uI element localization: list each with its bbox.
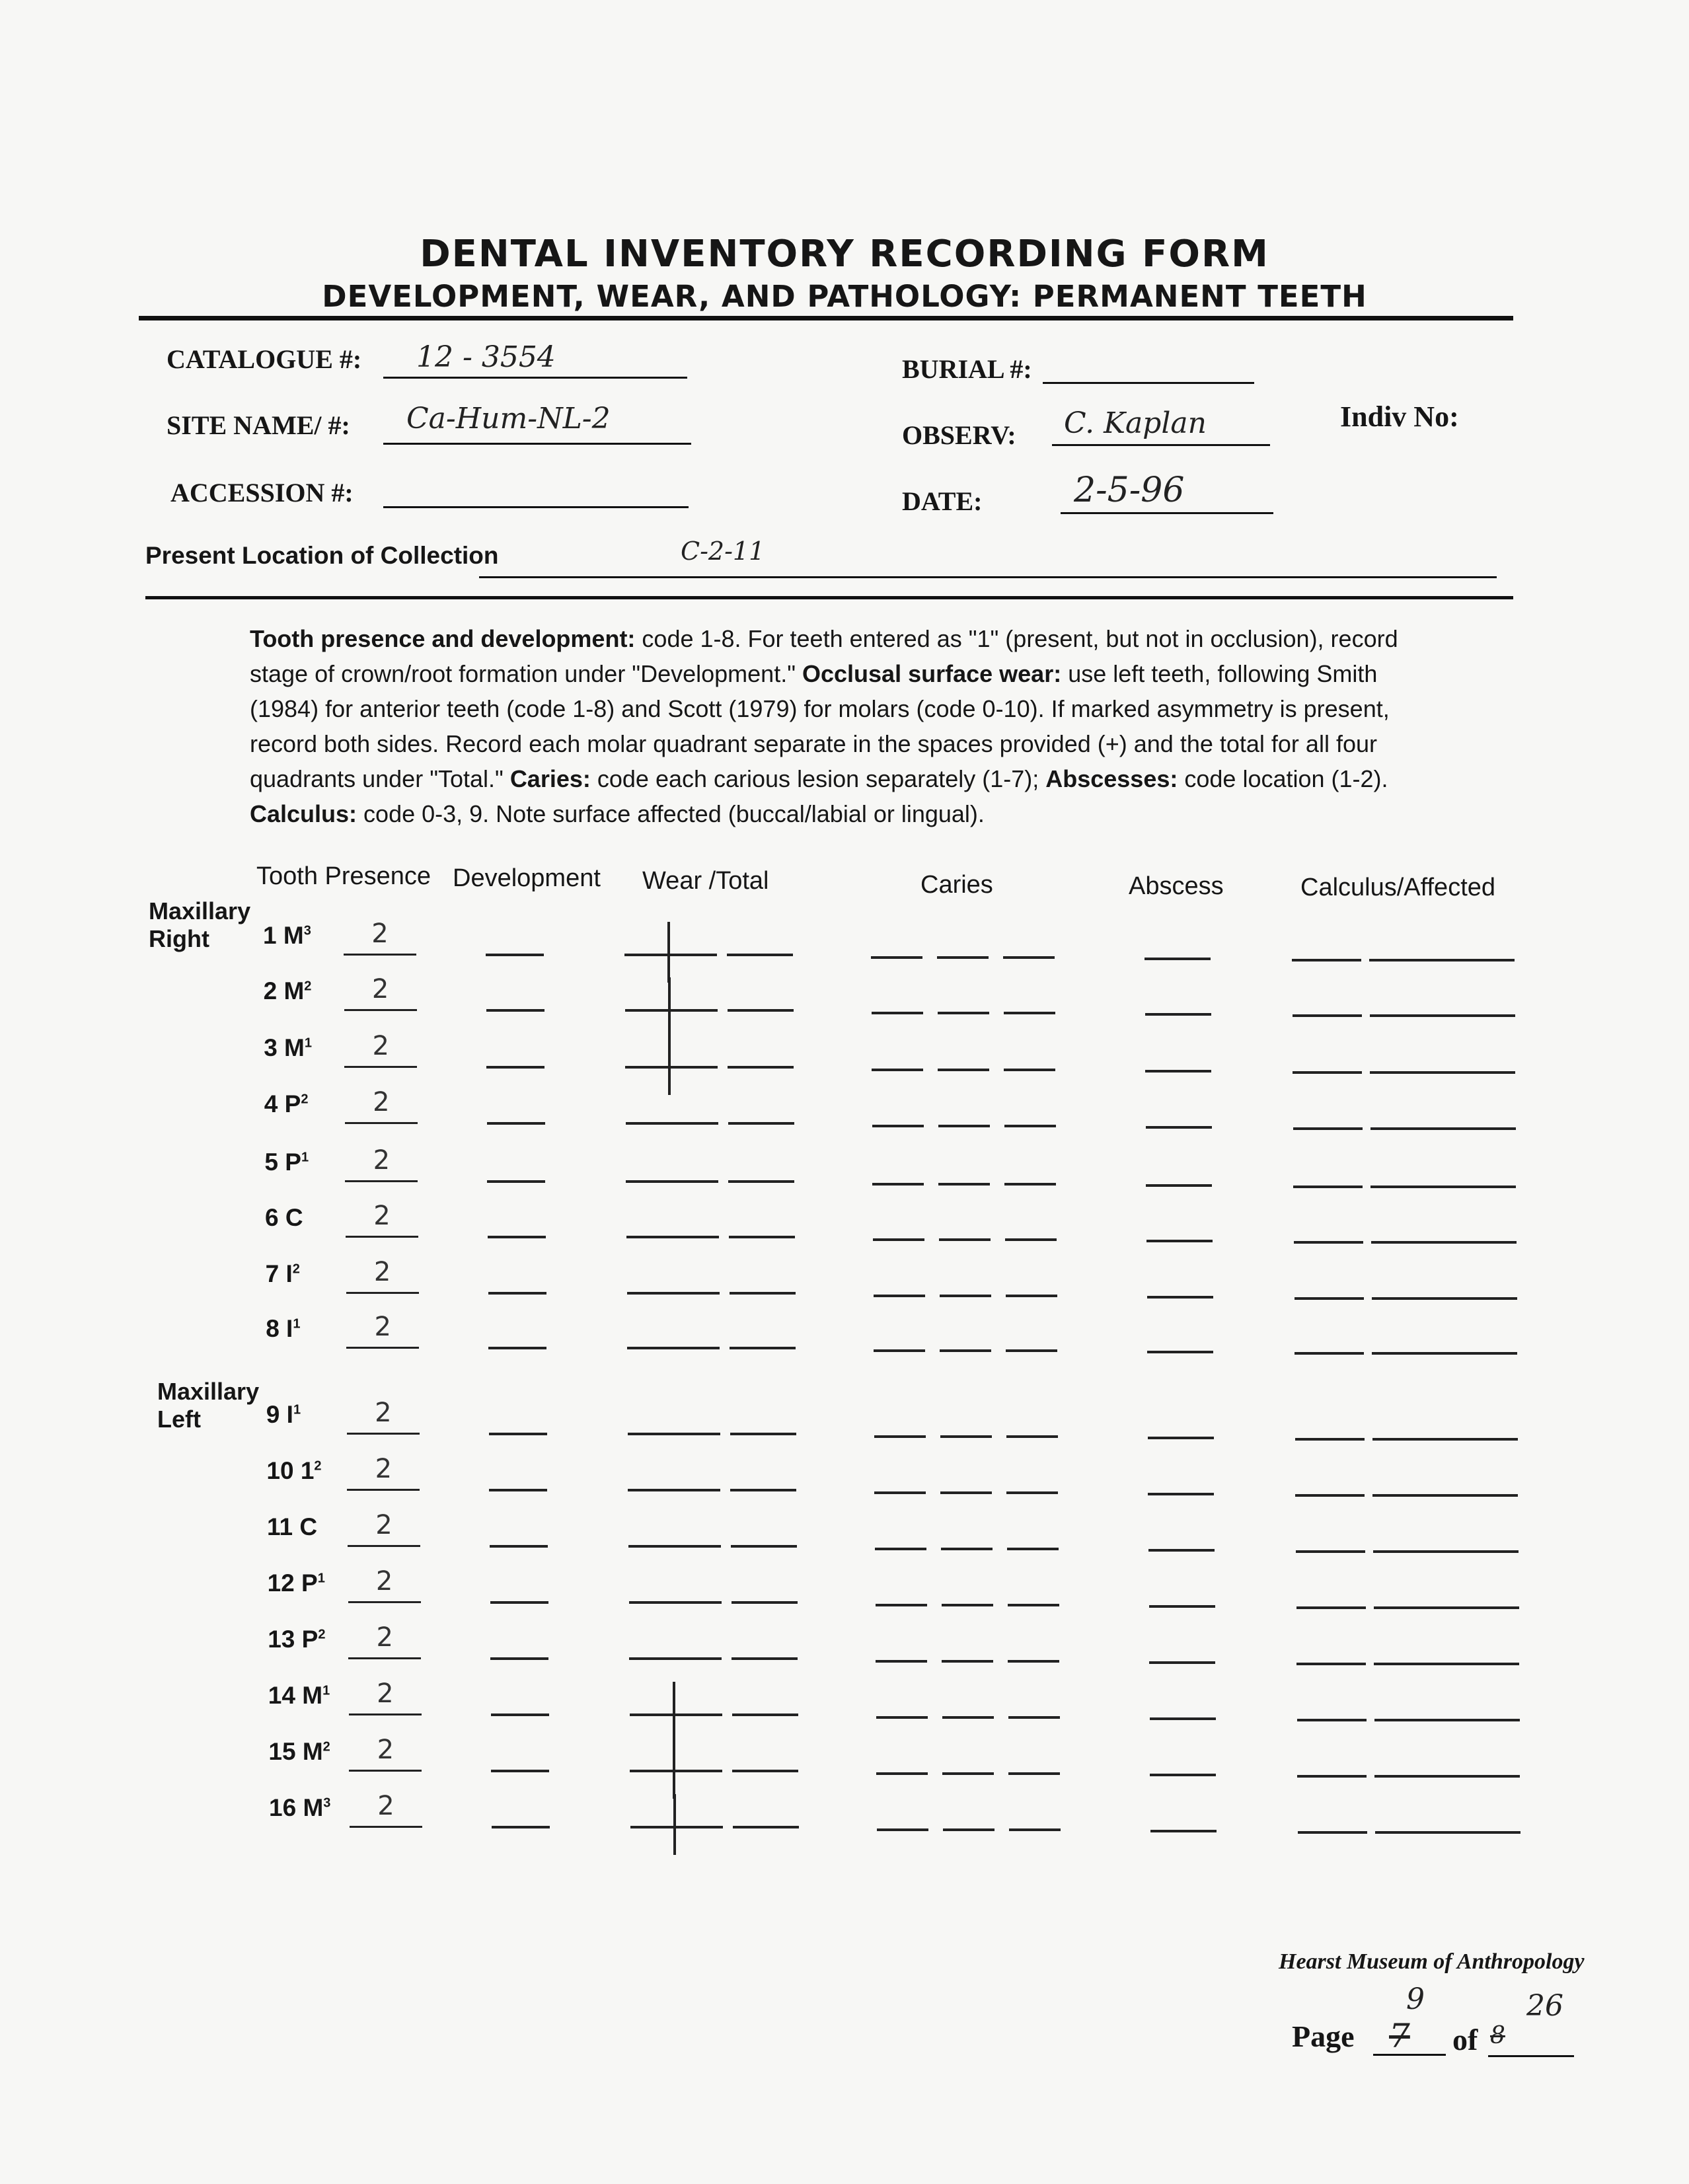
- caries-field[interactable]: [876, 1772, 928, 1775]
- presence-value: 2: [377, 1735, 394, 1765]
- caries-field[interactable]: [1005, 1238, 1057, 1241]
- tooth-type-superscript: 2: [318, 1627, 326, 1642]
- tooth-label: [263, 922, 311, 950]
- instructions: [250, 621, 1413, 831]
- caries-field[interactable]: [1004, 1012, 1055, 1014]
- site-value: Ca-Hum-NL-2: [406, 402, 611, 435]
- caries-field[interactable]: [942, 1604, 993, 1606]
- group-maxillary-left: [157, 1378, 259, 1433]
- development-field[interactable]: [488, 1236, 546, 1238]
- tooth-label: [266, 1315, 300, 1343]
- location-value: C-2-11: [681, 537, 765, 566]
- caries-field[interactable]: [1006, 1295, 1057, 1297]
- caries-field[interactable]: [872, 1069, 923, 1071]
- calculus-field[interactable]: [1298, 1831, 1367, 1834]
- instr-wear-text: use left teeth, following Smith (1984) for anterior teeth (code 1-8) and Scott (1979) for molars (code 0-10). If marked asymmetry is present, record both sides. Record each molar quadrant separate in the spaces provided (+) and the total for all four quadrants under "Total.": [250, 660, 1390, 792]
- caries-field[interactable]: [941, 1548, 993, 1550]
- caries-field[interactable]: [940, 1435, 992, 1438]
- caries-field[interactable]: [1008, 1660, 1059, 1663]
- tooth-number: 1: [263, 922, 277, 949]
- calculus-affected-field[interactable]: [1370, 1014, 1515, 1017]
- museum-name: Hearst Museum of Anthropology: [1279, 1949, 1585, 1974]
- indiv-label: Indiv No:: [1340, 400, 1459, 433]
- wear-total-field[interactable]: [728, 1009, 794, 1012]
- caries-field[interactable]: [1006, 1435, 1058, 1438]
- site-label: SITE NAME/ #:: [167, 410, 350, 440]
- instr-abscess-text: code location (1-2).: [1178, 765, 1388, 792]
- tooth-label: [268, 1569, 325, 1597]
- abscess-field[interactable]: [1149, 1605, 1215, 1608]
- wear-total-field[interactable]: [728, 1066, 794, 1069]
- catalogue-field[interactable]: [383, 377, 687, 379]
- tooth-type: P: [301, 1626, 319, 1653]
- abscess-field[interactable]: [1148, 1437, 1214, 1439]
- col-abscess: Abscess: [1129, 872, 1224, 900]
- caries-field[interactable]: [1008, 1772, 1060, 1775]
- tooth-type: P: [301, 1569, 318, 1597]
- tooth-type-superscript: 2: [314, 1458, 322, 1474]
- calculus-affected-field[interactable]: [1372, 1438, 1518, 1441]
- tooth-label: [264, 1034, 312, 1062]
- calculus-field[interactable]: [1295, 1438, 1365, 1441]
- tooth-type-superscript: 1: [293, 1316, 301, 1332]
- group-label-line: Left: [157, 1406, 201, 1433]
- caries-field[interactable]: [1006, 1491, 1058, 1494]
- wear-field[interactable]: [628, 1545, 721, 1548]
- wear-quadrant-cross: [668, 1034, 671, 1095]
- caries-field[interactable]: [1004, 1069, 1055, 1071]
- calculus-affected-field[interactable]: [1372, 1297, 1517, 1300]
- calculus-affected-field[interactable]: [1375, 1831, 1520, 1834]
- col-wear-total: Wear /Total: [642, 867, 769, 895]
- total-field[interactable]: [1488, 2055, 1574, 2057]
- calculus-affected-field[interactable]: [1370, 1071, 1515, 1074]
- tooth-type: M: [302, 1682, 323, 1709]
- observ-label: OBSERV:: [902, 420, 1016, 450]
- tooth-label: [265, 1204, 303, 1232]
- presence-value: 2: [375, 1454, 393, 1484]
- page-original: 7: [1389, 2017, 1410, 2055]
- instr-caries-text: code each carious lesion separately (1-7);: [590, 765, 1046, 792]
- development-field[interactable]: [492, 1826, 550, 1828]
- wear-total-field[interactable]: [732, 1601, 798, 1604]
- wear-field[interactable]: [628, 1489, 720, 1491]
- presence-value: 2: [372, 1031, 389, 1061]
- presence-field[interactable]: [346, 1292, 419, 1294]
- wear-field[interactable]: [626, 1236, 719, 1238]
- development-field[interactable]: [491, 1713, 549, 1716]
- wear-quadrant-cross: [673, 1794, 676, 1855]
- caries-field[interactable]: [942, 1660, 993, 1663]
- presence-field[interactable]: [345, 1122, 418, 1124]
- tooth-number: 3: [264, 1034, 278, 1061]
- caries-field[interactable]: [875, 1548, 926, 1550]
- caries-field[interactable]: [874, 1491, 926, 1494]
- tooth-label: [268, 1626, 325, 1653]
- tooth-number: 12: [267, 1569, 295, 1597]
- wear-total-field[interactable]: [730, 1292, 796, 1295]
- tooth-type: I: [285, 1260, 293, 1287]
- caries-field[interactable]: [872, 1183, 924, 1186]
- caries-field[interactable]: [1007, 1548, 1059, 1550]
- calculus-affected-field[interactable]: [1374, 1775, 1520, 1778]
- tooth-type-superscript: 2: [301, 1092, 309, 1107]
- abscess-field[interactable]: [1146, 1184, 1212, 1187]
- wear-quadrant-cross: [668, 977, 671, 1038]
- presence-value: 2: [373, 1257, 391, 1287]
- development-field[interactable]: [490, 1657, 548, 1660]
- caries-field[interactable]: [876, 1604, 927, 1606]
- wear-quadrant-cross: [667, 922, 670, 983]
- tooth-type: I: [286, 1401, 293, 1428]
- caries-field[interactable]: [1004, 1125, 1056, 1127]
- development-field[interactable]: [486, 954, 544, 956]
- tooth-label: [266, 1457, 321, 1485]
- header-rule: [139, 316, 1513, 320]
- of-label: of: [1452, 2023, 1478, 2056]
- burial-label: BURIAL #:: [902, 354, 1032, 384]
- tooth-label: [268, 1682, 330, 1710]
- site-field[interactable]: [383, 443, 691, 445]
- presence-value: 2: [377, 1678, 394, 1709]
- caries-field[interactable]: [938, 1069, 989, 1071]
- development-field[interactable]: [486, 1009, 544, 1012]
- caries-field[interactable]: [876, 1660, 927, 1663]
- presence-value: 2: [373, 1201, 391, 1231]
- presence-field[interactable]: [348, 1545, 420, 1547]
- development-field[interactable]: [489, 1489, 547, 1491]
- wear-field[interactable]: [627, 1347, 720, 1349]
- caries-field[interactable]: [874, 1295, 925, 1297]
- wear-field[interactable]: [627, 1292, 720, 1295]
- tooth-label: [266, 1260, 300, 1288]
- catalogue-value: 12 - 3554: [416, 340, 556, 374]
- col-caries: Caries: [920, 871, 993, 899]
- calculus-affected-field[interactable]: [1372, 1352, 1517, 1355]
- calculus-field[interactable]: [1297, 1775, 1367, 1778]
- form-subtitle: DEVELOPMENT, WEAR, AND PATHOLOGY: PERMANENT TEETH: [322, 279, 1367, 314]
- tooth-number: 11: [267, 1513, 293, 1540]
- calculus-affected-field[interactable]: [1369, 959, 1515, 961]
- caries-field[interactable]: [876, 1716, 928, 1719]
- presence-field[interactable]: [344, 1009, 417, 1011]
- caries-field[interactable]: [940, 1349, 991, 1352]
- tooth-type: M: [284, 1034, 305, 1061]
- caries-field[interactable]: [937, 956, 989, 959]
- presence-value: 2: [375, 1398, 392, 1428]
- presence-value: 2: [375, 1566, 393, 1597]
- caries-field[interactable]: [873, 1238, 924, 1241]
- accession-field[interactable]: [383, 506, 689, 508]
- presence-field[interactable]: [347, 1489, 420, 1491]
- tooth-type: P: [285, 1148, 301, 1176]
- tooth-number: 15: [268, 1738, 296, 1765]
- tooth-type-superscript: 2: [292, 1261, 300, 1277]
- group-label-line: Maxillary: [157, 1378, 260, 1405]
- presence-value: 2: [373, 1145, 391, 1176]
- wear-total-field[interactable]: [730, 1347, 796, 1349]
- tooth-number: 7: [265, 1260, 280, 1287]
- wear-field[interactable]: [630, 1826, 723, 1828]
- wear-field[interactable]: [630, 1713, 722, 1716]
- wear-total-field[interactable]: [730, 1489, 796, 1491]
- development-field[interactable]: [490, 1545, 548, 1548]
- development-field[interactable]: [489, 1433, 547, 1435]
- instr-caries-label: Caries:: [509, 765, 591, 792]
- caries-field[interactable]: [1003, 956, 1055, 959]
- group-label-line: Maxillary: [149, 897, 251, 924]
- caries-field[interactable]: [877, 1828, 928, 1831]
- tooth-number: 9: [266, 1401, 280, 1428]
- tooth-number: 6: [265, 1204, 279, 1231]
- page-current: 9: [1406, 1982, 1425, 2016]
- tooth-number: 14: [268, 1682, 295, 1709]
- caries-field[interactable]: [943, 1828, 995, 1831]
- abscess-field[interactable]: [1148, 1549, 1215, 1552]
- wear-total-field[interactable]: [733, 1826, 799, 1828]
- presence-field[interactable]: [345, 1180, 418, 1182]
- form-title: DENTAL INVENTORY RECORDING FORM: [420, 233, 1269, 276]
- calculus-field[interactable]: [1295, 1352, 1364, 1355]
- caries-field[interactable]: [1004, 1183, 1056, 1186]
- calculus-affected-field[interactable]: [1371, 1241, 1517, 1244]
- instr-presence-label: Tooth presence and development:: [250, 625, 636, 652]
- calculus-affected-field[interactable]: [1373, 1550, 1519, 1553]
- wear-total-field[interactable]: [727, 954, 793, 956]
- caries-field[interactable]: [939, 1238, 991, 1241]
- col-calculus: Calculus/Affected: [1300, 874, 1496, 901]
- abscess-field[interactable]: [1146, 1240, 1213, 1242]
- caries-field[interactable]: [942, 1772, 994, 1775]
- wear-field[interactable]: [626, 1180, 718, 1183]
- wear-total-field[interactable]: [730, 1433, 796, 1435]
- wear-field[interactable]: [629, 1657, 722, 1660]
- wear-field[interactable]: [624, 954, 717, 956]
- calculus-affected-field[interactable]: [1370, 1127, 1516, 1130]
- presence-field[interactable]: [350, 1826, 422, 1828]
- calculus-field[interactable]: [1293, 1071, 1362, 1074]
- page-label: Page: [1292, 2019, 1355, 2053]
- presence-field[interactable]: [348, 1601, 421, 1603]
- caries-field[interactable]: [872, 1125, 924, 1127]
- wear-field[interactable]: [629, 1601, 722, 1604]
- tooth-type: P: [284, 1090, 301, 1117]
- wear-field[interactable]: [628, 1433, 720, 1435]
- abscess-field[interactable]: [1147, 1351, 1213, 1353]
- development-field[interactable]: [490, 1601, 548, 1604]
- tooth-label: [264, 1148, 309, 1176]
- abscess-field[interactable]: [1145, 1070, 1211, 1073]
- presence-field[interactable]: [348, 1657, 421, 1659]
- group-label-line: Right: [149, 925, 209, 952]
- calculus-field[interactable]: [1292, 959, 1361, 961]
- tooth-type-superscript: 1: [304, 1036, 312, 1051]
- tooth-type-superscript: 1: [293, 1402, 301, 1417]
- catalogue-label: CATALOGUE #:: [167, 344, 362, 374]
- observ-field[interactable]: [1052, 444, 1270, 446]
- tooth-type-superscript: 3: [323, 1795, 331, 1811]
- wear-field[interactable]: [625, 1009, 718, 1012]
- group-maxillary-right: [149, 897, 250, 953]
- presence-field[interactable]: [349, 1770, 422, 1772]
- calculus-field[interactable]: [1293, 1186, 1363, 1188]
- tooth-label: [269, 1794, 330, 1822]
- tooth-type: C: [285, 1204, 303, 1231]
- tooth-number: 4: [264, 1090, 278, 1117]
- wear-quadrant-cross: [673, 1682, 675, 1743]
- total-current: 26: [1526, 1989, 1563, 2023]
- wear-total-field[interactable]: [728, 1180, 794, 1183]
- instr-calculus-text: code 0-3, 9. Note surface affected (buccal/labial or lingual).: [357, 800, 985, 827]
- development-field[interactable]: [491, 1770, 549, 1772]
- presence-field[interactable]: [347, 1433, 420, 1435]
- tooth-type-superscript: 2: [322, 1739, 330, 1754]
- calculus-affected-field[interactable]: [1374, 1606, 1519, 1609]
- tooth-type-superscript: 1: [322, 1683, 330, 1698]
- tooth-type: M: [303, 1794, 324, 1821]
- tooth-type: M: [302, 1738, 323, 1765]
- caries-field[interactable]: [938, 1183, 990, 1186]
- presence-value: 2: [376, 1622, 393, 1653]
- presence-field[interactable]: [344, 954, 416, 956]
- tooth-type: C: [299, 1513, 318, 1540]
- caries-field[interactable]: [874, 1349, 925, 1352]
- caries-field[interactable]: [940, 1491, 992, 1494]
- calculus-field[interactable]: [1297, 1719, 1367, 1721]
- date-value: 2-5-96: [1074, 471, 1185, 510]
- presence-value: 2: [377, 1791, 394, 1821]
- caries-field[interactable]: [938, 1012, 989, 1014]
- calculus-affected-field[interactable]: [1370, 1186, 1516, 1188]
- wear-total-field[interactable]: [732, 1713, 798, 1716]
- calculus-affected-field[interactable]: [1374, 1719, 1520, 1721]
- development-field[interactable]: [487, 1122, 545, 1125]
- wear-field[interactable]: [626, 1122, 718, 1125]
- presence-field[interactable]: [349, 1713, 422, 1715]
- wear-total-field[interactable]: [732, 1657, 798, 1660]
- instr-calculus-label: Calculus:: [250, 800, 357, 827]
- instr-wear-label: Occlusal surface wear:: [802, 660, 1062, 687]
- date-label: DATE:: [902, 486, 983, 516]
- presence-value: 2: [374, 1312, 391, 1342]
- caries-field[interactable]: [874, 1435, 926, 1438]
- calculus-field[interactable]: [1293, 1014, 1362, 1017]
- wear-field[interactable]: [625, 1066, 718, 1069]
- caries-field[interactable]: [1009, 1828, 1061, 1831]
- caries-field[interactable]: [871, 956, 922, 959]
- date-field[interactable]: [1061, 512, 1273, 514]
- caries-field[interactable]: [1006, 1349, 1057, 1352]
- wear-total-field[interactable]: [731, 1545, 797, 1548]
- tooth-type: 1: [300, 1457, 315, 1484]
- presence-field[interactable]: [346, 1347, 419, 1349]
- calculus-affected-field[interactable]: [1372, 1494, 1518, 1497]
- development-field[interactable]: [486, 1066, 544, 1069]
- calculus-field[interactable]: [1296, 1606, 1366, 1609]
- wear-total-field[interactable]: [729, 1236, 795, 1238]
- development-field[interactable]: [488, 1347, 546, 1349]
- development-field[interactable]: [488, 1292, 546, 1295]
- caries-field[interactable]: [1008, 1604, 1059, 1606]
- calculus-field[interactable]: [1296, 1663, 1366, 1665]
- calculus-field[interactable]: [1295, 1297, 1364, 1300]
- development-field[interactable]: [487, 1180, 545, 1183]
- presence-value: 2: [375, 1510, 393, 1540]
- tooth-label: [266, 1401, 301, 1429]
- col-tooth-presence: Tooth Presence: [256, 862, 432, 890]
- wear-total-field[interactable]: [728, 1122, 794, 1125]
- abscess-field[interactable]: [1145, 1013, 1211, 1016]
- tooth-type: M: [283, 922, 304, 949]
- location-label: Present Location of Collection: [145, 542, 499, 569]
- abscess-field[interactable]: [1145, 958, 1211, 960]
- tooth-number: 5: [264, 1148, 278, 1176]
- caries-field[interactable]: [872, 1012, 923, 1014]
- tooth-number: 13: [268, 1626, 295, 1653]
- total-original: 8: [1490, 2022, 1505, 2049]
- caries-field[interactable]: [938, 1125, 990, 1127]
- tooth-number: 8: [266, 1315, 280, 1342]
- tooth-label: [264, 1090, 309, 1118]
- abscess-field[interactable]: [1150, 1774, 1216, 1776]
- tooth-number: 10: [266, 1457, 294, 1484]
- calculus-affected-field[interactable]: [1374, 1663, 1519, 1665]
- tooth-type-superscript: 1: [317, 1571, 325, 1586]
- wear-total-field[interactable]: [732, 1770, 798, 1772]
- tooth-type-superscript: 1: [301, 1150, 309, 1165]
- abscess-field[interactable]: [1148, 1493, 1214, 1495]
- abscess-field[interactable]: [1150, 1717, 1216, 1720]
- tooth-number: 16: [269, 1794, 297, 1821]
- presence-value: 2: [371, 919, 389, 949]
- instr-abscess-label: Abscesses:: [1045, 765, 1178, 792]
- location-rule: [145, 596, 1513, 599]
- presence-field[interactable]: [346, 1236, 418, 1238]
- calculus-field[interactable]: [1294, 1241, 1363, 1244]
- caries-field[interactable]: [942, 1716, 994, 1719]
- burial-field[interactable]: [1043, 382, 1254, 384]
- calculus-field[interactable]: [1293, 1127, 1363, 1130]
- tooth-label: [267, 1513, 317, 1541]
- wear-quadrant-cross: [673, 1738, 675, 1799]
- col-development: Development: [453, 864, 601, 892]
- abscess-field[interactable]: [1150, 1830, 1217, 1832]
- tooth-type: I: [286, 1315, 293, 1342]
- caries-field[interactable]: [1008, 1716, 1060, 1719]
- presence-value: 2: [373, 1087, 390, 1117]
- calculus-field[interactable]: [1296, 1550, 1365, 1553]
- presence-value: 2: [371, 974, 389, 1004]
- instr-presence-text: code 1-8. For teeth entered as "1" (present, but not in occlusion), record stage of crown/root formation under "Development.": [250, 625, 1398, 687]
- tooth-label: [264, 977, 312, 1005]
- accession-label: ACCESSION #:: [170, 478, 354, 508]
- caries-field[interactable]: [940, 1295, 991, 1297]
- presence-field[interactable]: [344, 1066, 417, 1068]
- calculus-field[interactable]: [1295, 1494, 1365, 1497]
- abscess-field[interactable]: [1147, 1296, 1213, 1299]
- tooth-type-superscript: 2: [304, 979, 312, 994]
- location-field[interactable]: [479, 576, 1497, 578]
- tooth-number: 2: [263, 977, 278, 1004]
- tooth-type-superscript: 3: [303, 923, 311, 938]
- abscess-field[interactable]: [1146, 1126, 1212, 1129]
- wear-field[interactable]: [630, 1770, 722, 1772]
- tooth-label: [268, 1738, 330, 1766]
- observ-value: C. Kaplan: [1064, 406, 1207, 440]
- abscess-field[interactable]: [1149, 1661, 1215, 1664]
- tooth-type: M: [283, 977, 305, 1004]
